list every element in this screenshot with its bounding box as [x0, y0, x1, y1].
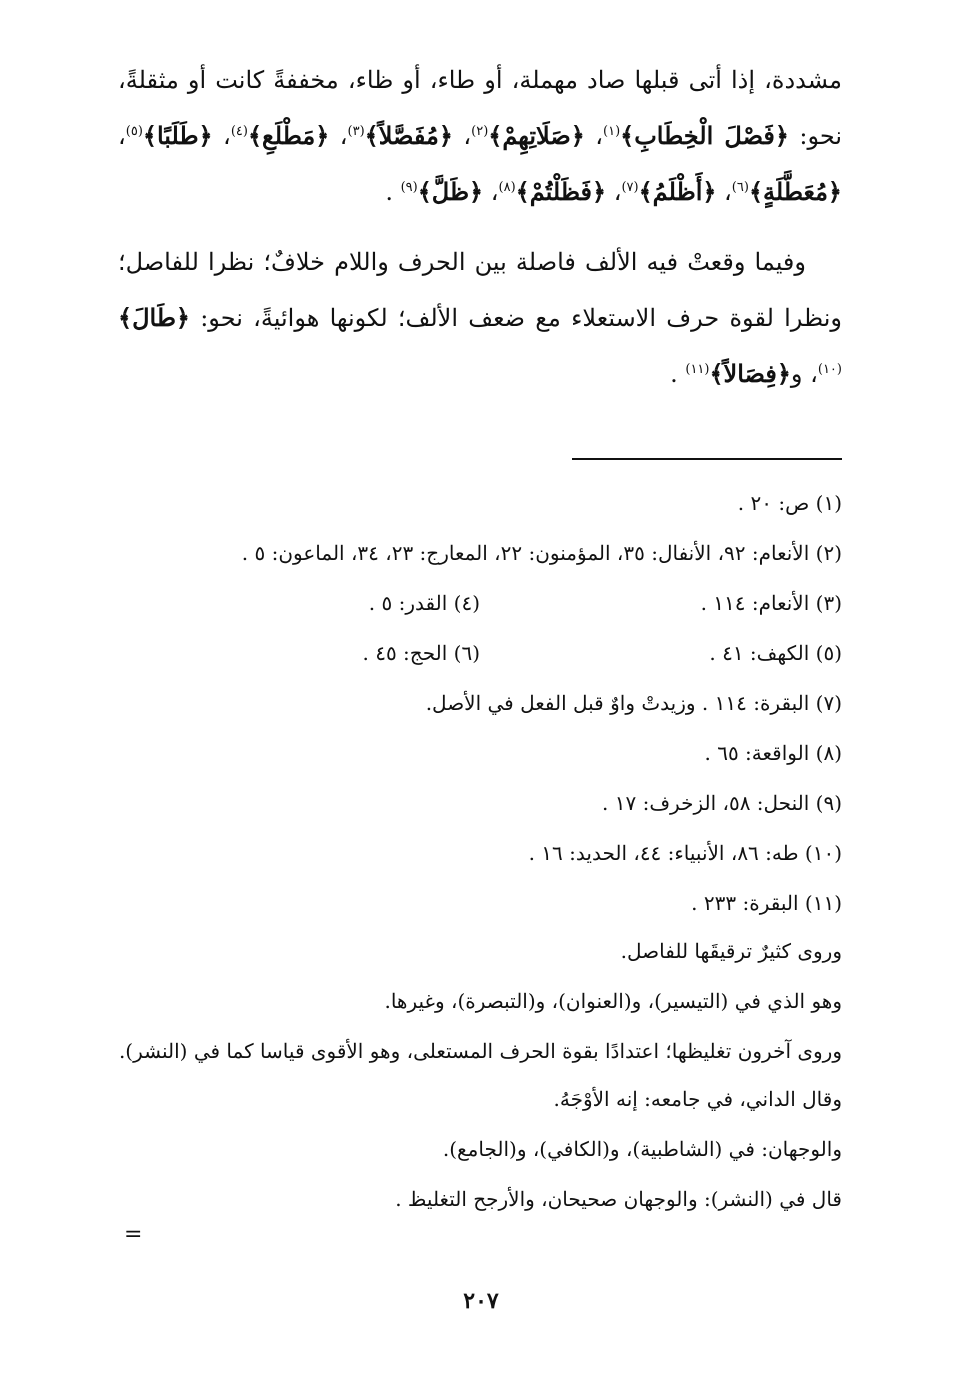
- footnote: (٢) الأنعام: ٩٢، الأنفال: ٣٥، المؤمنون: ٢٢، المعارج: ٢٣، ٣٤، الماعون: ٥ .: [241, 541, 842, 565]
- footnote-ref[interactable]: (٤): [230, 124, 248, 139]
- commentary-line: وروى كثيرٌ ترقيقَها للفاصل.: [620, 939, 842, 963]
- quran-word: ﴿ظَلَّ﴾: [417, 177, 484, 206]
- separator: ،: [716, 178, 732, 206]
- quran-word: ﴿طَالَ﴾: [118, 303, 190, 332]
- separator: ،: [584, 122, 603, 150]
- footnote: (١٠) طه: ٨٦، الأنبياء: ٤٤، الحديد: ١٦ .: [528, 841, 842, 865]
- paragraph-1: [118, 52, 842, 220]
- footnote: (٧) البقرة: ١١٤ . وزيدتْ واوٌ قبل الفعل في الأصل.: [425, 691, 842, 715]
- separator: ،: [606, 178, 622, 206]
- footnote-ref[interactable]: (١): [603, 124, 621, 139]
- footnote-ref[interactable]: (٩): [400, 180, 418, 195]
- quran-word: ﴿مُعَطَّلَةٍ﴾: [748, 177, 842, 206]
- footnote-ref[interactable]: (٦): [731, 180, 749, 195]
- separator: ،: [329, 122, 348, 150]
- page-number: ٢٠٧: [463, 1288, 499, 1314]
- footnote-row: [118, 578, 842, 628]
- footnote-row: [118, 628, 842, 678]
- separator: ،: [118, 122, 126, 150]
- footnote-ref[interactable]: (٧): [621, 180, 639, 195]
- footnote-divider: [572, 458, 842, 460]
- separator: ،: [452, 122, 472, 150]
- separator: ، و: [790, 360, 818, 388]
- footnote-ref[interactable]: (٥): [125, 124, 143, 139]
- sentence-end: .: [385, 178, 401, 206]
- separator: ،: [483, 178, 499, 206]
- quran-word: ﴿فَصْلَ الْخِطَابِ﴾: [620, 121, 789, 150]
- footnote: (٤) القدر: ٥ .: [368, 591, 480, 615]
- quran-word: ﴿أَظْلَمُ﴾: [638, 177, 717, 206]
- quran-word: ﴿مُفَصَّلاً﴾: [364, 121, 453, 150]
- footnote-ref[interactable]: (١٠): [817, 362, 842, 377]
- quran-word: ﴿مَطْلَعِ﴾: [247, 121, 330, 150]
- footnote-ref[interactable]: (١١): [685, 362, 710, 377]
- footnote: (٣) الأنعام: ١١٤ .: [700, 591, 842, 615]
- footnote-ref[interactable]: (٨): [498, 180, 516, 195]
- commentary-line: والوجهان: في (الشاطبية)، و(الكافي)، و(الجامع).: [442, 1137, 842, 1161]
- paragraph-text: مشددة، إذا أتى قبلها صاد مهملة، أو طاء، أو ظاء، مخففةً كانت أو مثقلةً، نحو:: [118, 66, 843, 150]
- footnotes: [118, 478, 842, 928]
- quran-word: ﴿صَلَاتِهِمْ﴾: [488, 121, 585, 150]
- quran-word: ﴿فَظَلْتُمْ﴾: [515, 177, 607, 206]
- continuation-mark: =: [124, 1222, 143, 1247]
- sentence-end: .: [670, 360, 686, 388]
- footnote: (٩) النحل: ٥٨، الزخرف: ١٧ .: [602, 791, 842, 815]
- footnote: (١١) البقرة: ٢٣٣ .: [691, 891, 842, 915]
- separator: ،: [212, 122, 231, 150]
- footnote: (١) ص: ٢٠ .: [737, 491, 842, 515]
- footnote: (٨) الواقعة: ٦٥ .: [704, 741, 842, 765]
- commentary-line: وقال الداني، في جامعه: إنه الأوْجَهُ.: [553, 1087, 842, 1111]
- quran-word: ﴿فِصَالاً﴾: [709, 359, 791, 388]
- commentary-line: وروى آخرون تغليظها؛ اعتدادًا بقوة الحرف المستعلى، وهو الأقوى قياسا كما في (النشر).: [118, 1039, 842, 1063]
- paragraph-2: [118, 234, 842, 402]
- commentary: [118, 926, 842, 1224]
- footnote-ref[interactable]: (٢): [471, 124, 489, 139]
- footnote: (٥) الكهف: ٤١ .: [709, 641, 842, 665]
- commentary-line: قال في (النشر): والوجهان صحيحان، والأرجح التغليظ .: [395, 1187, 842, 1211]
- quran-word: ﴿طَلَبًا﴾: [142, 121, 213, 150]
- main-text: [118, 52, 842, 402]
- commentary-line: وهو الذي في (التيسير)، و(العنوان)، و(التبصرة)، وغيرها.: [384, 989, 842, 1013]
- footnote: (٦) الحج: ٤٥ .: [362, 641, 480, 665]
- footnote-ref[interactable]: (٣): [347, 124, 365, 139]
- paragraph-text: وفيما وقعتْ فيه الألف فاصلة بين الحرف واللام خلافٌ؛ نظرا للفاصل؛ ونظرا لقوة حرف الاستعلاء مع ضعف الألف؛ لكونها هوائيةً، نحو:: [118, 248, 842, 332]
